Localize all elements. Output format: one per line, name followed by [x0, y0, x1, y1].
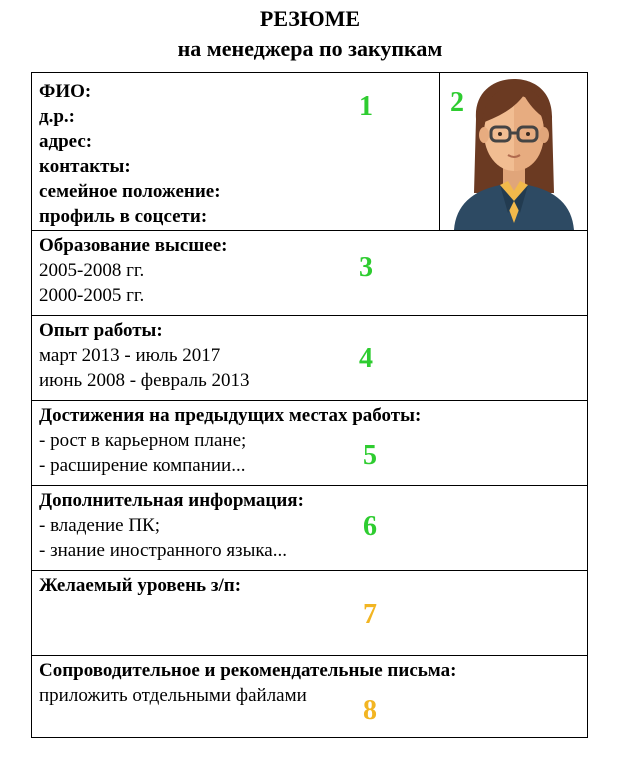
document-title: РЕЗЮМЕ [259, 6, 361, 31]
salary-section [32, 570, 587, 655]
salary-heading: Желаемый уровень з/п: [39, 575, 242, 596]
achievements-section [32, 400, 587, 485]
additional-info-item: - владение ПК; [39, 515, 161, 536]
education-heading: Образование высшее: [39, 235, 228, 256]
additional-info-section [32, 485, 587, 570]
section-number-2: 2 [450, 87, 464, 118]
field-marital-status-label: семейное положение: [39, 181, 221, 202]
section-number-8: 8 [363, 695, 377, 726]
photo-cell [439, 73, 587, 230]
document-subtitle: на менеджера по закупкам [177, 36, 443, 61]
letters-heading: Сопроводительное и рекомендательные письма: [39, 660, 457, 681]
letters-section [32, 655, 587, 737]
personal-info-section [32, 73, 439, 230]
resume-table [31, 72, 588, 738]
section-number-7: 7 [363, 599, 377, 630]
field-contacts-label: контакты: [39, 156, 131, 177]
experience-heading: Опыт работы: [39, 320, 163, 341]
education-section [32, 230, 587, 315]
field-birthdate-label: д.р.: [39, 106, 76, 127]
additional-info-item: - знание иностранного языка... [39, 540, 287, 561]
education-period: 2005-2008 гг. [39, 260, 145, 281]
section-number-1: 1 [359, 91, 373, 122]
field-social-profile-label: профиль в соцсети: [39, 206, 208, 227]
experience-period: март 2013 - июль 2017 [39, 345, 221, 366]
letters-note: приложить отдельными файлами [39, 685, 307, 706]
section-number-5: 5 [363, 440, 377, 471]
section-number-4: 4 [359, 343, 373, 374]
education-period: 2000-2005 гг. [39, 285, 145, 306]
field-address-label: адрес: [39, 131, 93, 152]
section-number-3: 3 [359, 252, 373, 283]
experience-section [32, 315, 587, 400]
additional-info-heading: Дополнительная информация: [39, 490, 304, 511]
field-fio-label: ФИО: [39, 81, 92, 102]
achievements-heading: Достижения на предыдущих местах работы: [39, 405, 422, 426]
section-number-6: 6 [363, 511, 377, 542]
achievement-item: - расширение компании... [39, 455, 246, 476]
achievement-item: - рост в карьерном плане; [39, 430, 247, 451]
experience-period: июнь 2008 - февраль 2013 [39, 370, 250, 391]
